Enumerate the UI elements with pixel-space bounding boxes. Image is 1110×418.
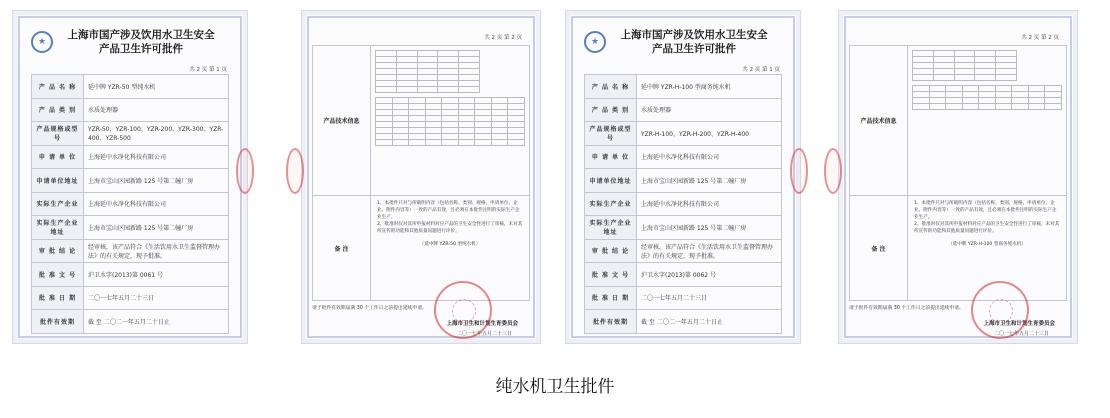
spec-cell xyxy=(913,104,930,110)
title-line-2: 产品卫生许可批件 xyxy=(99,43,183,55)
field-value: 经审核，该产品符合《生活饮用水卫生监督管理办法》的有关规定，现予批准。 xyxy=(637,239,782,263)
spec-cell xyxy=(996,75,1017,81)
page-caption: 纯水机卫生批件 xyxy=(495,377,615,397)
field-value: 上海市宝山区园新路 125 号第二幢厂房 xyxy=(637,216,782,240)
seal-edge-icon xyxy=(824,148,842,194)
spec-cell xyxy=(475,140,492,146)
spec-cell xyxy=(955,75,976,81)
seal-edge-icon xyxy=(236,148,254,194)
license-header xyxy=(584,21,782,63)
spec-cell xyxy=(393,140,410,146)
field-label: 批 准 文 号 xyxy=(585,263,637,287)
spec-cell xyxy=(1029,104,1046,110)
spec-cell xyxy=(397,87,418,93)
title-line-1: 上海市国产涉及饮用水卫生安全 xyxy=(67,29,215,41)
field-value: 二〇一七年五月二十三日 xyxy=(637,286,782,310)
spec-cell xyxy=(459,140,476,146)
field-value: 延中牌 YZR-H-100 型商务纯水机 xyxy=(637,75,782,99)
license-title xyxy=(606,28,782,56)
field-value: 上海延中水净化科技有限公司 xyxy=(637,192,782,216)
tech-info-label: 产品技术信息 xyxy=(313,46,370,196)
field-label: 实际生产企业 xyxy=(585,192,637,216)
national-emblem-icon: ★ xyxy=(31,31,53,53)
field-value: YZR-50、YZR-100、YZR-200、YZR-300、YZR-400、YZR-500 xyxy=(84,122,229,146)
spec-cell xyxy=(459,87,480,93)
attachment-name: （延中牌 YZR-H-100 型商务纯水机） xyxy=(948,242,1026,247)
attachment-name: （延中牌 YZR-50 型纯水机） xyxy=(419,242,481,247)
license-page-1-ro xyxy=(12,10,248,344)
field-value: 水质处理器 xyxy=(637,98,782,122)
tech-info-table xyxy=(312,45,530,301)
spec-cell xyxy=(1012,104,1029,110)
form-row xyxy=(585,216,782,240)
title-line-2: 产品卫生许可批件 xyxy=(652,43,736,55)
form-row xyxy=(585,310,782,334)
renewal-notice: 请于批件有效期届满 30 个工作日之前提出延续申请。 xyxy=(849,306,964,311)
field-label: 申请单位地址 xyxy=(585,169,637,193)
title-line-1: 上海市国产涉及饮用水卫生安全 xyxy=(620,29,768,41)
page-number: 共 2 页 第 1 页 xyxy=(189,67,227,73)
page-number: 共 2 页 第 2 页 xyxy=(484,35,522,41)
spec-cell xyxy=(492,140,509,146)
license-page-2-ro xyxy=(301,10,541,344)
field-label: 产品规格或型号 xyxy=(32,122,84,146)
field-value: 二〇一七年五月二十三日 xyxy=(84,286,229,310)
field-label: 批件有效期 xyxy=(585,310,637,334)
form-row xyxy=(585,122,782,146)
spec-cell xyxy=(426,140,443,146)
page-number: 共 2 页 第 2 页 xyxy=(1021,35,1059,41)
spec-cell xyxy=(963,104,980,110)
notes-label: 备 注 xyxy=(871,245,886,253)
spec-cell xyxy=(913,75,934,81)
official-seal-icon xyxy=(434,281,492,339)
renewal-notice: 请于批件有效期届满 30 个工作日之前提出延续申请。 xyxy=(312,306,427,311)
field-label: 产 品 名 称 xyxy=(585,75,637,99)
field-value: 沪卫水字(2013)第 0062 号 xyxy=(637,263,782,287)
spec-cell xyxy=(409,140,426,146)
form-row xyxy=(32,75,229,99)
form-row xyxy=(585,192,782,216)
spec-cell xyxy=(930,104,947,110)
field-label: 批 准 日 期 xyxy=(585,286,637,310)
field-label: 实际生产企业地址 xyxy=(585,216,637,240)
form-row xyxy=(32,192,229,216)
field-value: 截 至 二〇二一年五月二十日止 xyxy=(637,310,782,334)
tech-specs xyxy=(371,46,529,196)
license-header xyxy=(31,21,229,63)
spec-cell xyxy=(442,140,459,146)
spec-cell xyxy=(376,87,397,93)
license-title xyxy=(53,28,229,56)
field-value: 上海延中水净化科技有限公司 xyxy=(637,145,782,169)
spec-grid-main xyxy=(912,85,1062,110)
license-page-1-h xyxy=(565,10,801,344)
field-label: 产 品 类 别 xyxy=(585,98,637,122)
official-seal-icon xyxy=(971,281,1029,339)
field-label: 审 批 结 论 xyxy=(32,239,84,263)
note-item: 2、批准时仅对其所申报材料对应产品的卫生安全性进行了审核，未对其所宣传的功能和其他质量问题进行评价。 xyxy=(914,222,1060,234)
form-row xyxy=(32,310,229,334)
form-row xyxy=(585,169,782,193)
page-number: 共 2 页 第 1 页 xyxy=(742,67,780,73)
field-label: 申 请 单 位 xyxy=(585,145,637,169)
spec-cell xyxy=(376,140,393,146)
field-label: 申请单位地址 xyxy=(32,169,84,193)
issuing-agency: 上海市卫生和计划生育委员会 xyxy=(983,321,1055,327)
spec-cell xyxy=(996,104,1013,110)
field-label: 实际生产企业地址 xyxy=(32,216,84,240)
field-value: 上海市宝山区园新路 125 号第二幢厂房 xyxy=(84,169,229,193)
spec-grid-main xyxy=(375,97,525,146)
form-row xyxy=(585,75,782,99)
form-row xyxy=(32,169,229,193)
form-row xyxy=(32,98,229,122)
field-value: 上海延中水净化科技有限公司 xyxy=(84,145,229,169)
issue-date: 二〇一七年五月二十三日 xyxy=(456,331,512,337)
spec-cell xyxy=(508,140,525,146)
spec-cell xyxy=(438,87,459,93)
issuing-agency: 上海市卫生和计划生育委员会 xyxy=(446,321,518,327)
form-row xyxy=(32,239,229,263)
license-form-table xyxy=(584,74,782,334)
form-row xyxy=(32,263,229,287)
field-value: 经审核，该产品符合《生活饮用水卫生监督管理办法》的有关规定，现予批准。 xyxy=(84,239,229,263)
field-label: 实际生产企业 xyxy=(32,192,84,216)
spec-cell xyxy=(979,104,996,110)
field-label: 批件有效期 xyxy=(32,310,84,334)
spec-cell xyxy=(418,87,439,93)
field-value: 水质处理器 xyxy=(84,98,229,122)
form-row xyxy=(32,216,229,240)
field-label: 批 准 文 号 xyxy=(32,263,84,287)
field-label: 产 品 类 别 xyxy=(32,98,84,122)
field-label: 申 请 单 位 xyxy=(32,145,84,169)
field-value: YZR-H-100、YZR-H-200、YZR-H-400 xyxy=(637,122,782,146)
note-item: 1、本批件只对与所载明内容（包括名称、类别、规格、申请单位、企业、附件内容等）一致的产品有效，且必须在本批件注明的实际生产企业生产。 xyxy=(914,201,1057,220)
form-row xyxy=(585,263,782,287)
issue-date: 二〇一七年五月二十三日 xyxy=(993,331,1049,337)
form-row xyxy=(32,122,229,146)
national-emblem-icon: ★ xyxy=(584,31,606,53)
field-value: 截 至 二〇二一年五月二十日止 xyxy=(84,310,229,334)
spec-cell xyxy=(975,75,996,81)
tech-info-label: 产品技术信息 xyxy=(850,46,907,196)
form-row xyxy=(32,145,229,169)
form-row xyxy=(32,286,229,310)
seal-edge-icon xyxy=(286,148,304,194)
seal-edge-icon xyxy=(790,148,808,194)
field-value: 上海市宝山区园新路 125 号第二幢厂房 xyxy=(84,216,229,240)
note-item: 1、本批件只对与所载明内容（包括名称、类别、规格、申请单位、企业、附件内容等）一致的产品有效，且必须在本批件注明的实际生产企业生产。 xyxy=(377,201,520,220)
tech-specs xyxy=(908,46,1066,196)
spec-cell xyxy=(934,75,955,81)
field-label: 批 准 日 期 xyxy=(32,286,84,310)
field-value: 上海市宝山区园新路 125 号第二幢厂房 xyxy=(637,169,782,193)
form-row xyxy=(585,286,782,310)
form-row xyxy=(585,145,782,169)
field-label: 产品规格或型号 xyxy=(585,122,637,146)
license-page-2-h xyxy=(838,10,1078,344)
field-label: 审 批 结 论 xyxy=(585,239,637,263)
field-value: 沪卫水字(2013)第 0061 号 xyxy=(84,263,229,287)
license-form-table xyxy=(31,74,229,334)
field-label: 产 品 名 称 xyxy=(32,75,84,99)
form-row xyxy=(585,239,782,263)
form-row xyxy=(585,98,782,122)
field-value: 延中牌 YZR-50 型纯水机 xyxy=(84,75,229,99)
notes-label: 备 注 xyxy=(334,245,349,253)
spec-grid-top xyxy=(912,50,1017,81)
spec-cell xyxy=(1045,104,1062,110)
tech-info-table xyxy=(849,45,1067,301)
field-value: 上海延中水净化科技有限公司 xyxy=(84,192,229,216)
spec-cell xyxy=(946,104,963,110)
spec-grid-top xyxy=(375,50,480,93)
note-item: 2、批准时仅对其所申报材料对应产品的卫生安全性进行了审核，未对其所宣传的功能和其他质量问题进行评价。 xyxy=(377,222,523,234)
